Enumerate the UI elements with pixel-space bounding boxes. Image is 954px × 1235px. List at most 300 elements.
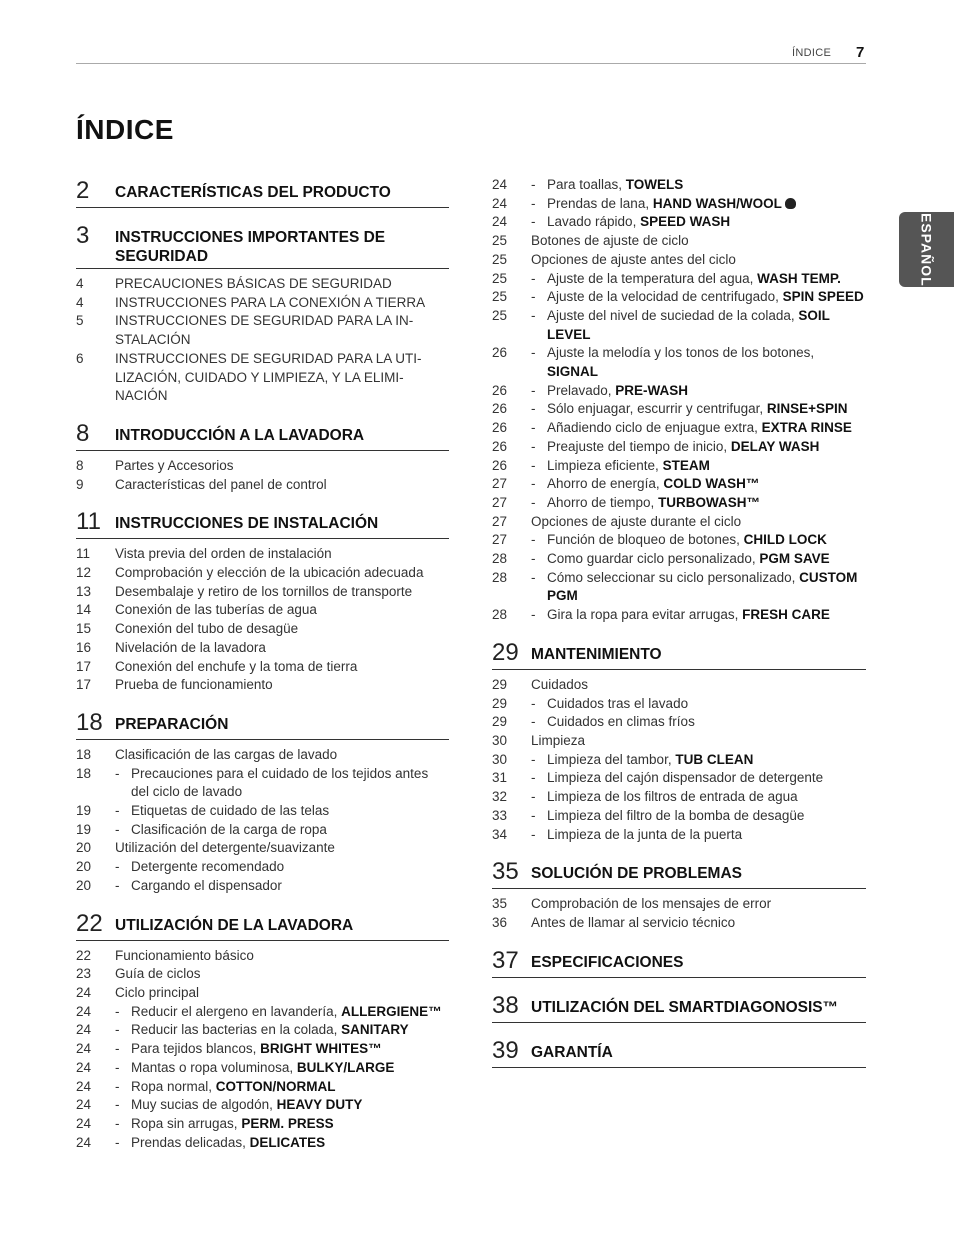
toc-entry[interactable] — [492, 195, 866, 214]
entry-body — [531, 751, 866, 770]
toc-entry[interactable] — [76, 1040, 449, 1059]
entry-text — [547, 475, 866, 494]
section-title: MANTENIMIENTO — [531, 645, 662, 663]
entry-body — [115, 601, 449, 620]
entry-label: Cuidados en climas fríos — [547, 714, 695, 730]
entry-label: Características del panel de control — [115, 476, 327, 492]
entry-body — [115, 746, 449, 765]
toc-entry[interactable] — [492, 713, 866, 732]
entry-page-number: 17 — [76, 658, 92, 674]
entry-dash: - — [531, 345, 536, 361]
entry-dash: - — [531, 382, 536, 398]
entry-keyword: PRE-WASH — [615, 382, 689, 398]
entry-page-number: 25 — [492, 289, 508, 305]
entry-label: INSTRUCCIONES PARA LA CONEXIÓN A TIERRA — [115, 294, 426, 310]
toc-entry[interactable] — [492, 807, 866, 826]
entry-body — [531, 676, 866, 695]
entry-body — [115, 1115, 449, 1134]
entry-body — [115, 1003, 449, 1022]
entry-body — [115, 639, 449, 658]
entry-text — [115, 583, 449, 602]
toc-entry[interactable] — [76, 1059, 449, 1078]
toc-entry[interactable] — [492, 732, 866, 751]
toc-entry[interactable] — [76, 821, 449, 840]
toc-entry[interactable] — [76, 746, 449, 765]
entry-keyword: HEAVY DUTY — [276, 1097, 363, 1113]
section-page-number: 39 — [492, 1036, 519, 1064]
toc-entry[interactable] — [492, 344, 866, 381]
entry-dash: - — [531, 401, 536, 417]
entry-page-number: 23 — [76, 966, 92, 982]
toc-entry[interactable] — [492, 769, 866, 788]
entry-body — [115, 1096, 449, 1115]
toc-entry[interactable] — [76, 545, 449, 564]
toc-column-left — [76, 163, 449, 1152]
entry-body — [115, 620, 449, 639]
entry-dash: - — [531, 807, 536, 823]
toc-entry[interactable] — [76, 965, 449, 984]
entry-dash: - — [115, 1134, 120, 1150]
entry-text — [531, 251, 866, 270]
entry-label: Ahorro de tiempo, — [547, 494, 659, 510]
entry-label: Reducir las bacterias en la colada, — [131, 1022, 342, 1038]
toc-entry[interactable] — [76, 839, 449, 858]
entry-text — [547, 606, 866, 625]
entry-text — [547, 769, 866, 788]
entry-page-number: 11 — [76, 546, 91, 562]
entry-text — [547, 713, 866, 732]
toc-entry[interactable] — [492, 213, 866, 232]
entry-page-number: 25 — [492, 251, 508, 267]
entry-label: Cargando el dispensador — [131, 877, 282, 893]
entry-dash: - — [531, 476, 536, 492]
section-title: INSTRUCCIONES DE INSTALACIÓN — [115, 515, 379, 533]
entry-body — [531, 494, 866, 513]
entry-keyword: BULKY/LARGE — [296, 1059, 395, 1075]
entry-dash: - — [531, 494, 536, 510]
entry-text — [531, 895, 866, 914]
toc-entry[interactable] — [76, 620, 449, 639]
entry-body — [531, 606, 866, 625]
section-heading[interactable] — [76, 222, 449, 269]
section-title: GARANTÍA — [531, 1043, 613, 1061]
entry-text — [131, 802, 449, 821]
toc-entry[interactable] — [492, 569, 866, 606]
entry-dash: - — [531, 457, 536, 473]
toc-entry[interactable] — [492, 676, 866, 695]
entry-text — [547, 807, 866, 826]
toc-entry[interactable] — [492, 513, 866, 532]
entry-body — [531, 195, 866, 214]
entry-label: Ropa sin arrugas, — [131, 1115, 242, 1131]
entry-text — [115, 545, 449, 564]
entry-text — [115, 984, 449, 1003]
entry-page-number: 29 — [492, 676, 508, 692]
entry-body — [115, 545, 449, 564]
entry-label: Prueba de funcionamiento — [115, 677, 273, 693]
entry-text — [531, 676, 866, 695]
entry-label: Prelavado, — [547, 382, 616, 398]
entry-body — [531, 288, 866, 307]
running-header-section: ÍNDICE — [792, 47, 832, 59]
entry-text — [131, 1134, 449, 1153]
entry-text — [115, 676, 449, 695]
entry-text — [131, 858, 449, 877]
toc-entry[interactable] — [76, 639, 449, 658]
toc-entry[interactable] — [76, 294, 449, 313]
toc-entry[interactable] — [76, 802, 449, 821]
toc-entry[interactable] — [492, 695, 866, 714]
toc-entry[interactable] — [76, 350, 449, 406]
entry-keyword: FRESH CARE — [742, 607, 830, 623]
entry-body — [115, 947, 449, 966]
entry-page-number: 26 — [492, 345, 508, 361]
entry-body — [531, 270, 866, 289]
entry-text — [547, 176, 866, 195]
entry-page-number: 34 — [492, 826, 508, 842]
toc-entry[interactable] — [76, 984, 449, 1003]
toc-entry[interactable] — [76, 275, 449, 294]
toc-entry[interactable] — [492, 457, 866, 476]
entry-keyword: CHILD LOCK — [743, 532, 827, 548]
entry-dash: - — [531, 695, 536, 711]
entry-body — [115, 583, 449, 602]
section-title: CARACTERÍSTICAS DEL PRODUCTO — [115, 184, 391, 201]
entry-keyword: SOIL LEVEL — [547, 307, 830, 342]
entry-text — [547, 457, 866, 476]
entry-page-number: 15 — [76, 621, 92, 637]
entry-page-number: 32 — [492, 789, 508, 805]
toc-entry[interactable] — [76, 658, 449, 677]
toc-entry[interactable] — [76, 1078, 449, 1097]
entry-text — [547, 400, 866, 419]
toc-entry[interactable] — [492, 232, 866, 251]
entry-body — [531, 713, 866, 732]
entry-keyword: PERM. PRESS — [241, 1115, 334, 1131]
entry-label: INSTRUCCIONES DE SEGURIDAD PARA LA UTI- LIZACIÓN, CUIDADO Y LIMPIEZA, Y LA ELIMI- NACIÓN — [115, 350, 422, 404]
entry-page-number: 13 — [76, 583, 92, 599]
entry-dash: - — [115, 1041, 120, 1057]
entry-keyword: EXTRA RINSE — [761, 420, 852, 436]
entry-text — [547, 419, 866, 438]
entry-text — [547, 344, 866, 381]
entry-body — [115, 676, 449, 695]
toc-entry[interactable] — [76, 765, 449, 802]
section-title: UTILIZACIÓN DEL SMARTDIAGONOSIS™ — [531, 998, 839, 1016]
entry-page-number: 24 — [76, 1097, 92, 1113]
entry-label: Limpieza del filtro de la bomba de desagüe — [547, 807, 805, 823]
section-title: INSTRUCCIONES IMPORTANTES DE SEGURIDAD — [115, 229, 386, 265]
entry-page-number: 36 — [492, 914, 508, 930]
wool-icon — [785, 198, 796, 209]
entry-page-number: 4 — [76, 276, 84, 291]
section-page-number: 35 — [492, 858, 519, 886]
entry-page-number: 30 — [492, 732, 508, 748]
entry-label: Desembalaje y retiro de los tornillos de transporte — [115, 583, 413, 599]
entry-label: Añadiendo ciclo de enjuague extra, — [547, 420, 762, 436]
entry-dash: - — [531, 569, 536, 585]
entry-dash: - — [531, 714, 536, 730]
entry-label: Preajuste del tiempo de inicio, — [547, 438, 731, 454]
entry-page-number: 16 — [76, 639, 92, 655]
entry-text — [547, 550, 866, 569]
entry-page-number: 19 — [76, 821, 92, 837]
entry-page-number: 29 — [492, 695, 508, 711]
toc-entry[interactable] — [492, 382, 866, 401]
section-title: SOLUCIÓN DE PROBLEMAS — [531, 865, 742, 883]
section-title: ESPECIFICACIONES — [531, 953, 684, 971]
entry-label: PRECAUCIONES BÁSICAS DE SEGURIDAD — [115, 276, 392, 291]
entry-keyword: WASH TEMP. — [757, 270, 841, 286]
entry-body — [115, 965, 449, 984]
entry-dash: - — [531, 770, 536, 786]
entry-label: Utilización del detergente/suavizante — [115, 840, 335, 856]
entry-body — [531, 307, 866, 344]
entry-keyword: ALLERGIENE™ — [341, 1003, 442, 1019]
entry-label: Precauciones para el cuidado de los tejidos antes del ciclo de lavado — [131, 765, 429, 800]
entry-dash: - — [115, 765, 120, 781]
entry-text — [547, 438, 866, 457]
toc-entry[interactable] — [492, 176, 866, 195]
entry-page-number: 24 — [76, 1134, 92, 1150]
entry-page-number: 29 — [492, 714, 508, 730]
toc-entry[interactable] — [76, 1021, 449, 1040]
entry-text — [115, 476, 449, 495]
toc-entry[interactable] — [492, 270, 866, 289]
entry-page-number: 26 — [492, 382, 508, 398]
entry-label: Ajuste de la velocidad de centrifugado, — [547, 289, 783, 305]
entry-label: Ajuste de la temperatura del agua, — [547, 270, 758, 286]
toc-entry[interactable] — [76, 583, 449, 602]
entry-label: Ajuste la melodía y los tonos de los botones, — [547, 345, 815, 361]
entry-keyword: STEAM — [662, 457, 710, 473]
toc-entry[interactable] — [492, 400, 866, 419]
entry-body — [115, 564, 449, 583]
entry-page-number: 24 — [76, 1078, 92, 1094]
entry-page-number: 12 — [76, 565, 92, 581]
entry-dash: - — [531, 438, 536, 454]
entry-dash: - — [115, 1115, 120, 1131]
entry-body — [531, 513, 866, 532]
toc-entry[interactable] — [492, 914, 866, 933]
section-heading[interactable] — [492, 858, 866, 889]
section-page-number: 22 — [76, 909, 103, 937]
entry-body — [115, 658, 449, 677]
entry-page-number: 24 — [76, 1022, 92, 1038]
toc-entry[interactable] — [76, 947, 449, 966]
toc-entry[interactable] — [492, 826, 866, 845]
entry-page-number: 4 — [76, 294, 84, 310]
entry-label: Cómo seleccionar su ciclo personalizado, — [547, 569, 800, 585]
entry-label: Prendas de lana, — [547, 195, 653, 211]
entry-label: Detergente recomendado — [131, 859, 285, 875]
entry-label: Clasificación de la carga de ropa — [131, 821, 327, 837]
entry-page-number: 26 — [492, 401, 508, 417]
section-heading[interactable] — [76, 177, 449, 208]
entry-dash: - — [531, 607, 536, 623]
entry-text — [115, 658, 449, 677]
entry-keyword: DELICATES — [249, 1134, 326, 1150]
section-heading[interactable] — [492, 947, 866, 978]
language-tab-label: ESPAÑOL — [918, 212, 935, 287]
toc-entry[interactable] — [76, 312, 449, 349]
entry-page-number: 6 — [76, 350, 84, 366]
entry-text — [547, 307, 866, 344]
entry-text — [547, 195, 866, 214]
entry-page-number: 28 — [492, 551, 508, 567]
section-page-number: 11 — [76, 508, 101, 536]
section-heading[interactable] — [76, 508, 449, 539]
toc-entry[interactable] — [492, 751, 866, 770]
entry-text — [531, 914, 866, 933]
toc-entry[interactable] — [76, 476, 449, 495]
toc-entry[interactable] — [76, 858, 449, 877]
entry-label: Botones de ajuste de ciclo — [531, 233, 689, 249]
entry-body — [115, 877, 449, 896]
toc-entry[interactable] — [492, 531, 866, 550]
entry-dash: - — [115, 859, 120, 875]
section-heading[interactable] — [492, 1037, 866, 1068]
entry-text — [547, 751, 866, 770]
entry-page-number: 24 — [76, 984, 92, 1000]
section-title: PREPARACIÓN — [115, 715, 229, 733]
section-heading[interactable] — [76, 420, 449, 451]
entry-label: Limpieza eficiente, — [547, 457, 663, 473]
toc-entry[interactable] — [76, 877, 449, 896]
entry-keyword: CUSTOM PGM — [547, 569, 858, 604]
entry-body — [531, 213, 866, 232]
entry-body — [115, 839, 449, 858]
entry-keyword: DELAY WASH — [730, 438, 820, 454]
entry-body — [115, 350, 449, 406]
section-heading[interactable] — [492, 639, 866, 670]
entry-text — [547, 382, 866, 401]
entry-text — [115, 350, 449, 406]
entry-body — [531, 457, 866, 476]
entry-label: INSTRUCCIONES DE SEGURIDAD PARA LA IN- STALACIÓN — [115, 313, 414, 348]
section-page-number: 3 — [76, 222, 90, 249]
entry-page-number: 26 — [492, 457, 508, 473]
toc-entry[interactable] — [492, 606, 866, 625]
toc-entry[interactable] — [76, 457, 449, 476]
entry-text — [115, 965, 449, 984]
entry-body — [531, 251, 866, 270]
entry-body — [531, 232, 866, 251]
section-heading[interactable] — [492, 992, 866, 1023]
section-heading[interactable] — [76, 910, 449, 941]
toc-entry[interactable] — [492, 788, 866, 807]
entry-page-number: 26 — [492, 438, 508, 454]
language-tab — [899, 212, 954, 287]
toc-entry[interactable] — [76, 1003, 449, 1022]
toc-entry[interactable] — [492, 419, 866, 438]
toc-entry[interactable] — [492, 475, 866, 494]
entry-text — [547, 531, 866, 550]
toc-column-right — [492, 176, 866, 1074]
entry-dash: - — [531, 532, 536, 548]
entry-page-number: 24 — [76, 1115, 92, 1131]
toc-entry[interactable] — [76, 1115, 449, 1134]
entry-body — [531, 769, 866, 788]
entry-body — [115, 1134, 449, 1153]
toc-entry[interactable] — [76, 1096, 449, 1115]
entry-label: Reducir el alergeno en lavandería, — [131, 1003, 342, 1019]
entry-label: Ropa normal, — [131, 1078, 216, 1094]
entry-label: Limpieza de los filtros de entrada de agua — [547, 789, 798, 805]
entry-label: Muy sucias de algodón, — [131, 1097, 277, 1113]
entry-label: Cuidados tras el lavado — [547, 695, 689, 711]
entry-text — [115, 601, 449, 620]
entry-body — [531, 826, 866, 845]
entry-page-number: 30 — [492, 751, 508, 767]
entry-keyword: SIGNAL — [547, 364, 599, 380]
entry-label: Mantas o ropa voluminosa, — [131, 1059, 297, 1075]
entry-keyword: TUB CLEAN — [675, 751, 754, 767]
entry-page-number: 25 — [492, 270, 508, 286]
section-heading[interactable] — [76, 709, 449, 740]
entry-text — [547, 270, 866, 289]
entry-page-number: 19 — [76, 803, 92, 819]
toc-entry[interactable] — [492, 895, 866, 914]
toc-entry[interactable] — [492, 288, 866, 307]
entry-text — [131, 1078, 449, 1097]
entry-label: Limpieza del cajón dispensador de detergente — [547, 770, 824, 786]
entry-text — [547, 213, 866, 232]
toc-entry[interactable] — [492, 251, 866, 270]
toc-entry[interactable] — [492, 307, 866, 344]
section-page-number: 18 — [76, 708, 103, 736]
toc-entry[interactable] — [76, 676, 449, 695]
entry-text — [547, 494, 866, 513]
toc-entry[interactable] — [76, 564, 449, 583]
entry-text — [131, 765, 449, 802]
entry-dash: - — [531, 420, 536, 436]
entry-label: Para toallas, — [547, 177, 626, 192]
entry-page-number: 24 — [76, 1041, 92, 1057]
entry-text — [131, 1059, 449, 1078]
entry-label: Conexión de las tuberías de agua — [115, 602, 317, 618]
entry-page-number: 24 — [76, 1003, 92, 1019]
entry-text — [115, 620, 449, 639]
entry-dash: - — [531, 826, 536, 842]
entry-page-number: 28 — [492, 569, 508, 585]
entry-dash: - — [531, 307, 536, 323]
toc-entry[interactable] — [76, 1134, 449, 1153]
entry-page-number: 25 — [492, 233, 508, 249]
entry-page-number: 5 — [76, 313, 84, 329]
entry-page-number: 35 — [492, 896, 508, 912]
entry-label: Funcionamiento básico — [115, 947, 254, 963]
entry-label: Antes de llamar al servicio técnico — [531, 914, 736, 930]
entry-label: Limpieza del tambor, — [547, 751, 676, 767]
entry-dash: - — [115, 1059, 120, 1075]
entry-dash: - — [531, 214, 536, 230]
entry-page-number: 24 — [492, 214, 508, 230]
toc-entry[interactable] — [492, 550, 866, 569]
header-divider — [76, 63, 866, 64]
section-title: UTILIZACIÓN DE LA LAVADORA — [115, 916, 354, 934]
entry-label: Cuidados — [531, 676, 589, 692]
toc-entry[interactable] — [492, 438, 866, 457]
entry-text — [115, 639, 449, 658]
entry-label: Opciones de ajuste antes del ciclo — [531, 251, 736, 267]
section-page-number: 29 — [492, 638, 519, 666]
toc-entry[interactable] — [76, 601, 449, 620]
toc-entry[interactable] — [492, 494, 866, 513]
entry-body — [115, 1078, 449, 1097]
entry-dash: - — [115, 821, 120, 837]
entry-body — [531, 695, 866, 714]
